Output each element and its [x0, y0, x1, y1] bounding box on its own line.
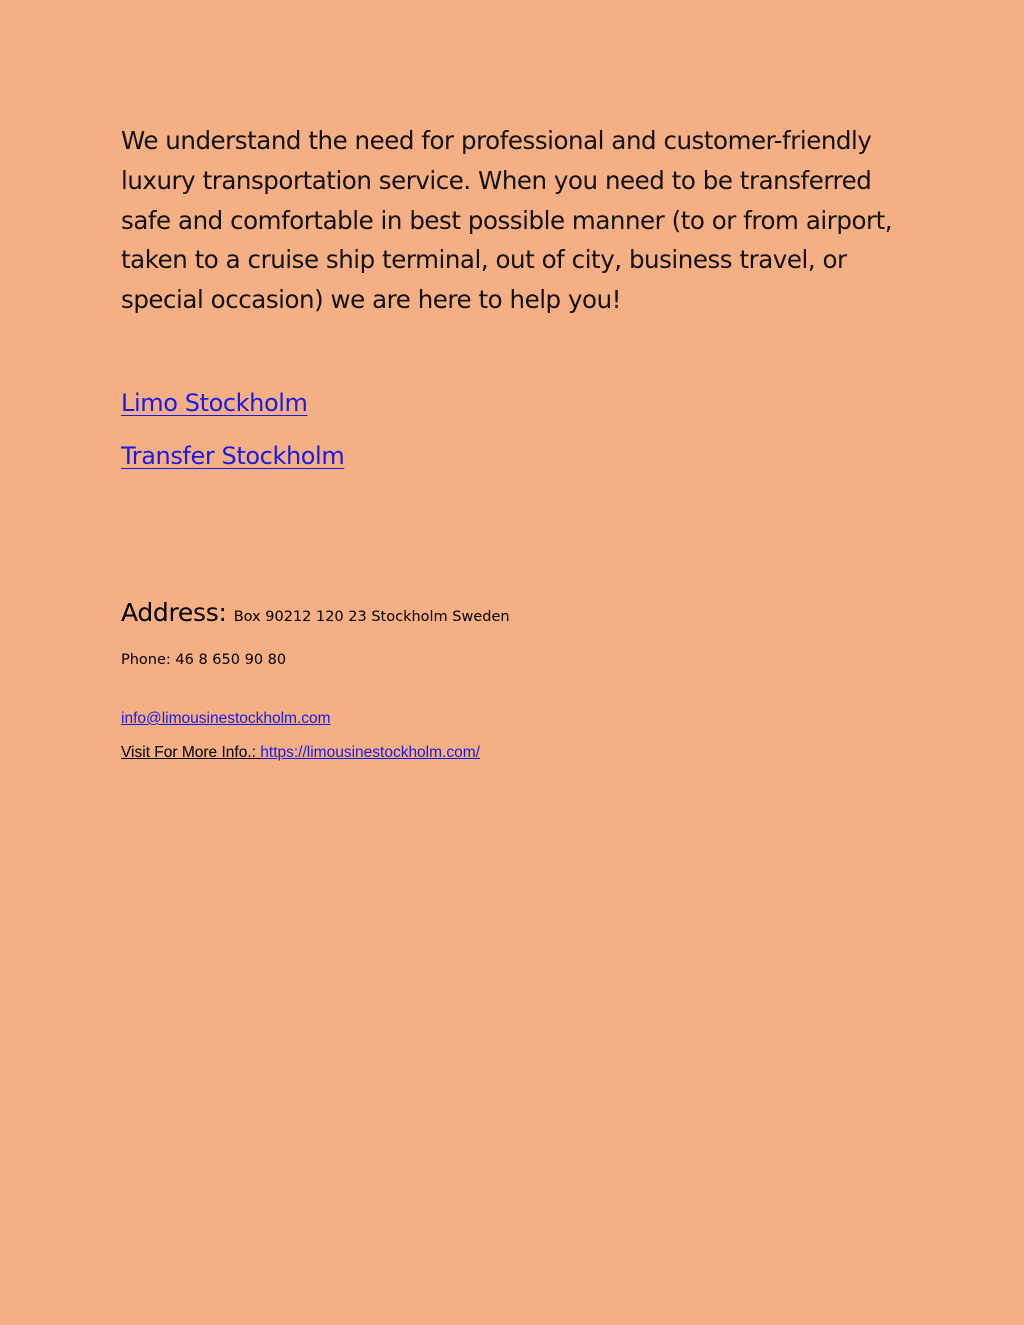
- transfer-stockholm-link[interactable]: Transfer Stockholm: [121, 442, 345, 470]
- website-link[interactable]: https://limousinestockholm.com/: [260, 744, 480, 761]
- email-link[interactable]: info@limousinestockholm.com: [121, 710, 331, 727]
- document-page: [121, 0, 911, 1325]
- intro-paragraph: We understand the need for professional and customer-friendly luxury transportation service. When you need to be transferred safe and comfortable in best possible manner (to or from airport, taken to a cruise ship terminal, out of city, business travel, or special occasion) we are here to help you!: [121, 126, 893, 315]
- address-value: Box 90212 120 23 Stockholm Sweden: [233, 609, 510, 625]
- visit-line: [121, 744, 480, 762]
- visit-label: Visit For More Info.:: [121, 744, 261, 761]
- address-line: [121, 598, 510, 627]
- phone-line: Phone: 46 8 650 90 80: [121, 652, 287, 668]
- address-label: Address:: [121, 598, 227, 627]
- limo-stockholm-link[interactable]: Limo Stockholm: [121, 389, 308, 417]
